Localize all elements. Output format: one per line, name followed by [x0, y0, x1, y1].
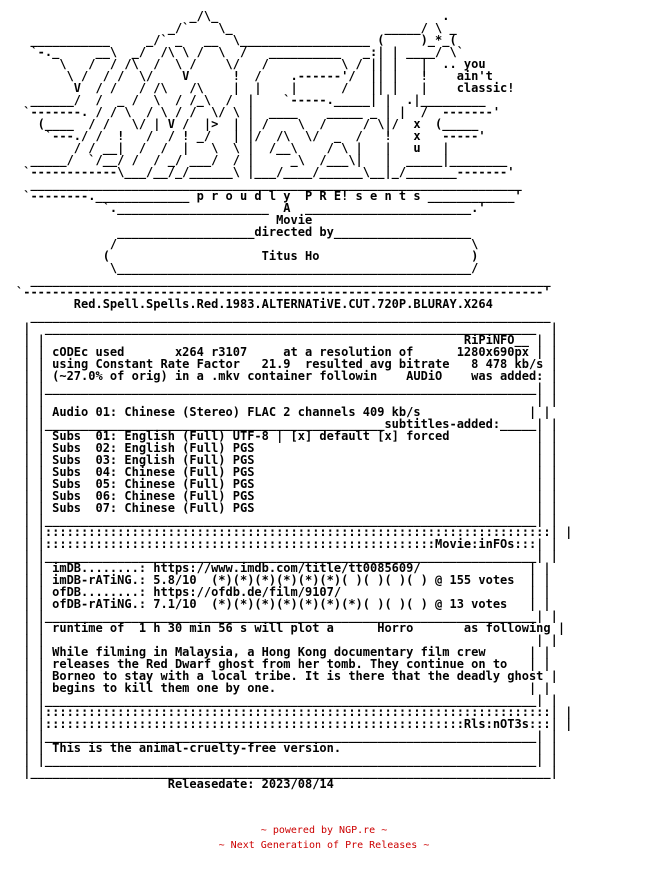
powered-by-link[interactable]: ~ powered by NGP.re ~ [260, 825, 388, 836]
nfo-text: _/\_ . _/` \_ _____/ \ _ ___________ _/` _ __ \__________________ ( )_*_( `-._ __\ _/ /\ \ / \ / __________ _:| | ____/ \` \ / / /\ / \ / \/ / \ / || | | .. you \ / / / \/ V ! / .------'/ || | ! ain't V / / / /\ /\ | | | / || | | classic! ______/ / _ / \ / /_\ / | `-----._____| | .|_________ `-------. / / \ / \ / / \/ \ | ____ _____ _ | | / -------' (____ / / \/ | V / |> | | / \ / / \|/ x (_____ `---./ / ! / / ! _/ | |/ /\ \/ _ / ! x -----' / / __| / / | \ \ | /__\ / \ | | u | _____/ `/__/ / / _/ ___/ / | _\ /___\| | _____|________ `------------\___/__/_/______\ |___/____/______\__|_/_______-------' ____________________________________________________________________ `--------._____________ p r o u d l y P R E! s e n t s ____________' `._____________________ A _______________________.' Movie ___________________directed by___________________ / \ ( Titus Ho ) \_________________________________________________/ ________________________________________________________________________ `------------------------------------------------------------------------' Red.Spell.Spells.Red.1983.ALTERNATiVE.CUT.720P.BLURAY.X264 ________________________________________________________________________ | ____________________________________________________________________ | | | RiPiNFO__ | | | | cODEc used x264 r3107 at a resolution of 1280x690px | | | | using Constant Rate Factor 21.9 resulted avg bitrate 8 478 kb/s | | | (~27.0% of orig) in a .mkv container followin AUDiO was added: | | |____________________________________________________________________| | | | | | | | Audio 01: Chinese (Stereo) FLAC 2 channels 409 kb/s | | | |_______________________________________________subtitles-added:_____| | | | Subs 01: English (Full) UTF-8 | [x] default [x] forced | | | | Subs 02: English (Full) PGS | | | | Subs 03: English (Full) PGS | | | | Subs 04: Chinese (Full) PGS | | | | Subs 05: Chinese (Full) PGS | | | | Subs 06: Chinese (Full) PGS | | | | Subs 07: Chinese (Full) PGS | | | |____________________________________________________________________| | | |::::::::::::::::::::::::::::::::::::::::::::::::::::::::::::::::::::::| | | |::::::::::::::::::::::::::::::::::::::::::::::::::::::Movie:inFOs:::| | | |____________________________________________________________________| | | | imDB........: https://www.imdb.com/title/tt0085609/ | | | | imDB-rATiNG.: 5.8/10 (*)(*)(*)(*)(*)(*)( )( )( )( ) @ 155 votes | | | | ofDB........: https://ofdb.de/film/9107/ | | | | ofDB-rATiNG.: 7.1/10 (*)(*)(*)(*)(*)(*)(*)( )( )( ) @ 13 votes | | | |____________________________________________________________________| | | | runtime of 1 h 30 min 56 s will plot a Horro as following | | | | | | | While filming in Malaysia, a Hong Kong documentary film crew | | | | releases the Red Dwarf ghost from her tomb. They continue on to | | | | Borneo to stay with a local tribe. It is there that the deadly ghost | | | begins to kill them one by one. | | | |____________________________________________________________________| | | |::::::::::::::::::::::::::::::::::::::::::::::::::::::::::::::::::::::| | | |::::::::::::::::::::::::::::::::::::::::::::::::::::::::::Rls:nOT3s:::| | | |____________________________________________________________________| | | | This is the animal-cruelty-free version. | | | |____________________________________________________________________| | |________________________________________________________________________| Releasedate: 2023/08/14 [16, 9, 573, 791]
footer [0, 823, 648, 853]
tagline-link[interactable]: ~ Next Generation of Pre Releases ~ [218, 840, 430, 851]
